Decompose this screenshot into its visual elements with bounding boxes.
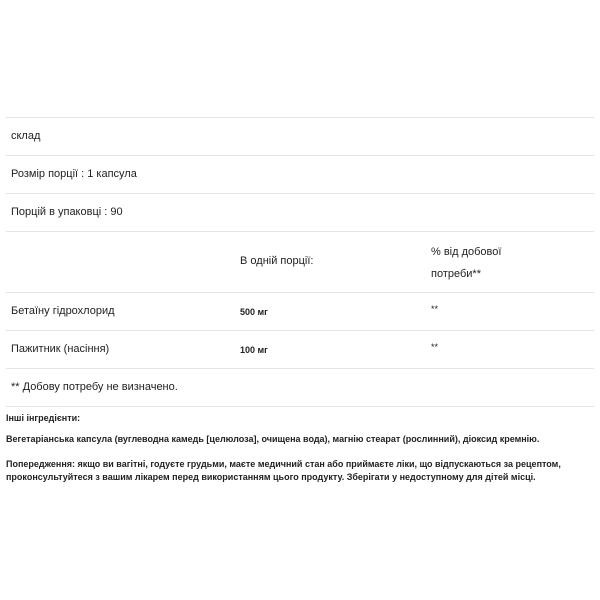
serving-size-row [6,155,594,193]
header-daily-value: % від добової потреби** [431,246,502,280]
serving-size: Розмір порції : 1 капсула [11,168,137,180]
table-header-row [6,231,594,292]
composition-row [6,117,594,155]
table-row [6,330,594,368]
servings-per-container: Порцій в упаковці : 90 [11,206,123,218]
footnote: ** Добову потребу не визначено. [11,381,178,393]
nutrient-daily-value: ** [431,304,439,314]
composition-label: склад [11,130,41,142]
footnote-row [6,368,594,407]
supplement-facts-table [6,117,594,407]
nutrient-name: Пажитник (насіння) [11,343,110,355]
other-ingredients-title: Інші інгредієнти: [6,413,81,423]
table-row [6,292,594,330]
servings-per-container-row [6,193,594,231]
warning-text: Попередження: якщо ви вагітні, годуєте грудьми, маєте медичний стан або приймаєте ліки, що відпускаються за рецептом, проконсультуйтеся з вашим лікарем перед використанням цього продукту. Зберігати у недоступному для дітей місці. [6,459,561,482]
nutrient-daily-value: ** [431,342,439,352]
nutrient-amount: 500 мг [240,307,268,317]
other-info [6,412,586,484]
nutrient-name: Бетаїну гідрохлорид [11,305,115,317]
other-ingredients: Вегетаріанська капсула (вуглеводна камедь [целюлоза], очищена вода), магнію стеарат (рослинний), діоксид кремнію. [6,434,540,444]
header-per-serving: В одній порції: [240,255,314,267]
nutrient-amount: 100 мг [240,345,268,355]
